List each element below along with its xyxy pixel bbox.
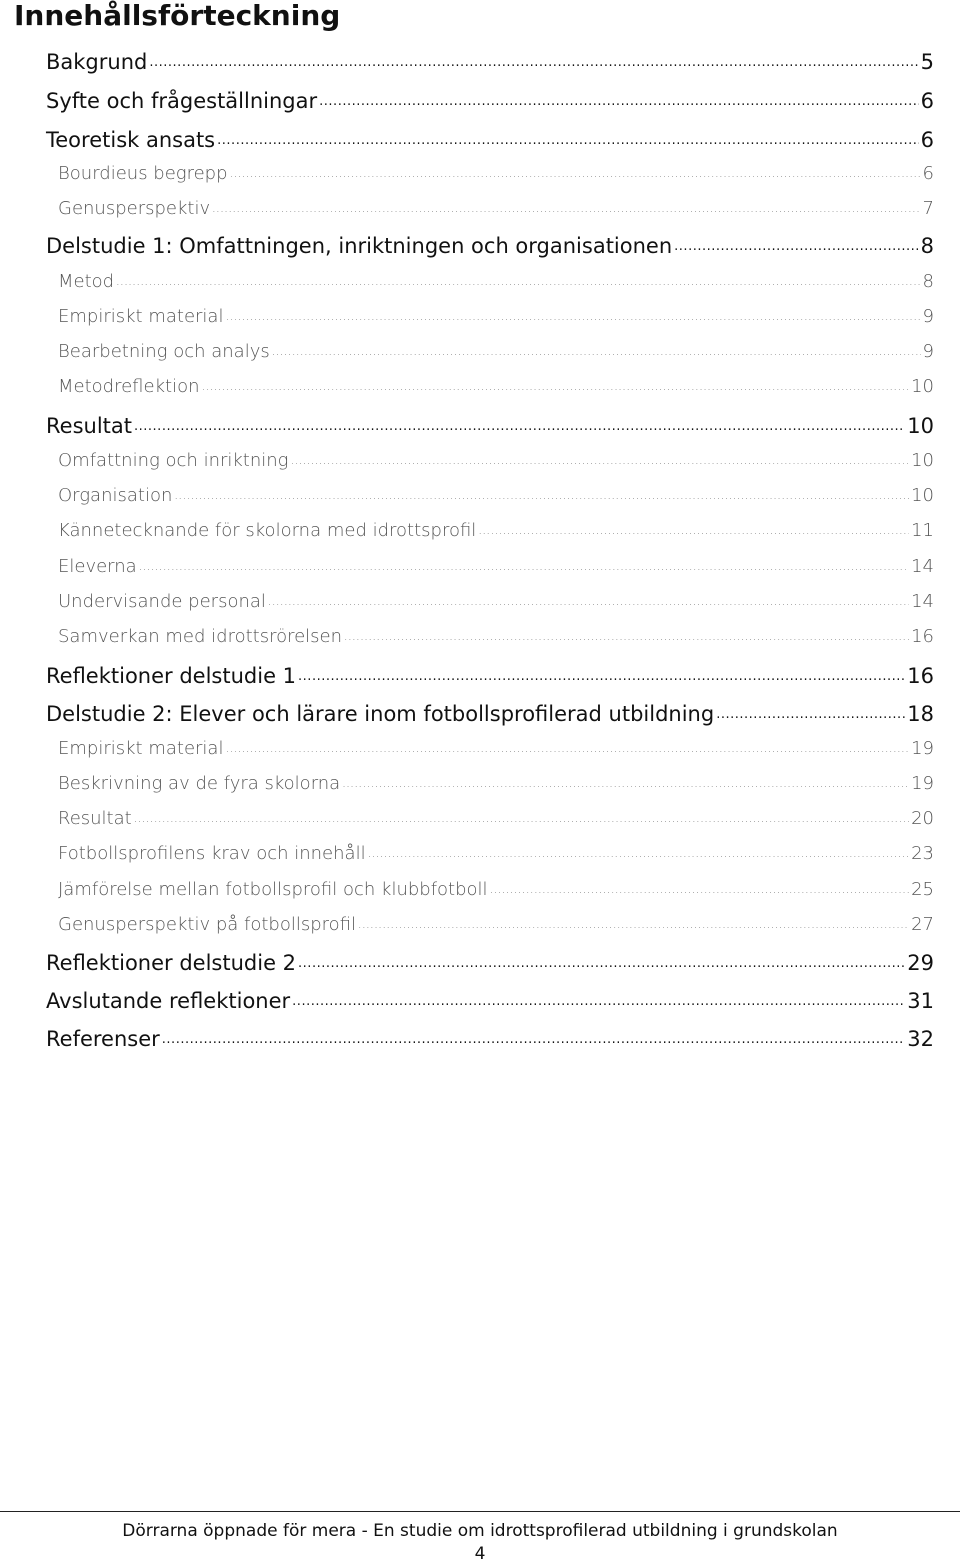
- toc-entry-page: 19: [911, 773, 934, 794]
- toc-entry-page: 10: [911, 376, 934, 397]
- toc-entry-title: Avslutande reflektioner: [46, 989, 291, 1013]
- toc-entry-title: Samverkan med idrottsrörelsen: [58, 626, 343, 647]
- toc-entry-page: 8: [920, 234, 934, 258]
- toc-entry-page: 29: [907, 951, 934, 975]
- toc-dot-leader: [212, 196, 920, 214]
- page-number: 4: [474, 1544, 486, 1564]
- toc-entry[interactable]: [46, 987, 934, 1014]
- page-title: Innehållsförteckning: [14, 0, 341, 32]
- toc-entry-title: Genusperspektiv: [58, 198, 211, 219]
- toc-dot-leader: [174, 483, 909, 501]
- toc-entry[interactable]: [58, 806, 934, 832]
- toc-entry-title: Teoretisk ansats: [46, 128, 216, 152]
- toc-dot-leader: [225, 304, 920, 322]
- toc-entry[interactable]: [58, 448, 934, 474]
- toc-entry[interactable]: [58, 624, 934, 650]
- toc-entry-page: 6: [922, 163, 934, 184]
- toc-entry[interactable]: [58, 196, 934, 222]
- toc-entry[interactable]: [58, 269, 934, 295]
- toc-entry[interactable]: [46, 126, 934, 153]
- toc-entry-title: Empiriskt material: [58, 738, 224, 759]
- toc-dot-leader: [230, 161, 921, 179]
- toc-entry[interactable]: [58, 771, 934, 797]
- toc-entry-title: Beskrivning av de fyra skolorna: [58, 773, 341, 794]
- toc-dot-leader: [478, 518, 909, 536]
- toc-entry-title: Empiriskt material: [58, 306, 224, 327]
- toc-entry-page: 25: [911, 879, 934, 900]
- toc-entry-page: 9: [922, 341, 934, 362]
- toc-dot-leader: [134, 806, 909, 824]
- toc-entry-page: 9: [922, 306, 934, 327]
- toc-entry-page: 19: [911, 738, 934, 759]
- toc-entry-page: 32: [907, 1027, 934, 1051]
- toc-entry-page: 14: [911, 591, 934, 612]
- toc-dot-leader: [716, 700, 905, 721]
- toc-entry[interactable]: [46, 232, 934, 259]
- toc-entry-title: Organisation: [58, 485, 173, 506]
- toc-dot-leader: [298, 949, 905, 970]
- toc-entry[interactable]: [58, 877, 934, 903]
- toc-dot-leader: [490, 877, 910, 895]
- toc-entry-page: 27: [911, 914, 934, 935]
- toc-entry-page: 10: [907, 414, 934, 438]
- toc-dot-leader: [358, 912, 909, 930]
- toc-entry-title: Eleverna: [58, 556, 137, 577]
- footer-divider: [0, 1511, 960, 1512]
- toc-entry-title: Metod: [58, 271, 115, 292]
- toc-dot-leader: [116, 269, 920, 287]
- toc-entry-page: 10: [911, 450, 934, 471]
- toc-entry[interactable]: [58, 304, 934, 330]
- toc-entry[interactable]: [46, 412, 934, 439]
- toc-entry-page: 16: [911, 626, 934, 647]
- toc-entry-title: Bakgrund: [46, 50, 148, 74]
- toc-entry-page: 20: [911, 808, 934, 829]
- toc-dot-leader: [268, 589, 909, 607]
- toc-entry-page: 6: [920, 89, 934, 113]
- toc-entry-title: Reflektioner delstudie 1: [46, 664, 297, 688]
- toc-entry-title: Omfattning och inriktning: [58, 450, 289, 471]
- toc-entry[interactable]: [58, 374, 934, 400]
- toc-entry[interactable]: [58, 554, 934, 580]
- toc-entry-title: Resultat: [46, 414, 132, 438]
- toc-entry-title: Jämförelse mellan fotbollsprofil och klubbfotboll: [58, 879, 488, 900]
- toc-dot-leader: [342, 771, 909, 789]
- toc-entry-page: 31: [907, 989, 934, 1013]
- toc-dot-leader: [217, 126, 918, 147]
- toc-entry[interactable]: [58, 339, 934, 365]
- toc-dot-leader: [225, 736, 909, 754]
- toc-dot-leader: [319, 87, 918, 108]
- toc-dot-leader: [162, 1025, 905, 1046]
- toc-entry-title: Reflektioner delstudie 2: [46, 951, 297, 975]
- toc-entry-title: Metodreflektion: [58, 376, 200, 397]
- toc-entry-title: Resultat: [58, 808, 132, 829]
- toc-entry-page: 18: [907, 702, 934, 726]
- toc-dot-leader: [344, 624, 909, 642]
- toc-dot-leader: [368, 841, 910, 859]
- toc-entry[interactable]: [46, 662, 934, 689]
- toc-dot-leader: [139, 554, 909, 572]
- toc-entry[interactable]: [58, 161, 934, 187]
- toc-entry[interactable]: [58, 736, 934, 762]
- toc-dot-leader: [134, 412, 905, 433]
- toc-entry[interactable]: [58, 912, 934, 938]
- toc-entry-page: 6: [920, 128, 934, 152]
- toc-entry-page: 23: [911, 843, 934, 864]
- toc-dot-leader: [149, 48, 918, 69]
- toc-entry-title: Kännetecknande för skolorna med idrottsprofil: [58, 520, 477, 541]
- toc-dot-leader: [674, 232, 918, 253]
- toc-entry-title: Bourdieus begrepp: [58, 163, 228, 184]
- toc-entry-title: Bearbetning och analys: [58, 341, 270, 362]
- toc-entry[interactable]: [58, 841, 934, 867]
- toc-entry-page: 16: [907, 664, 934, 688]
- toc-dot-leader: [202, 374, 910, 392]
- toc-entry[interactable]: [58, 589, 934, 615]
- toc-entry[interactable]: [46, 87, 934, 114]
- toc-entry-title: Syfte och frågeställningar: [46, 89, 318, 113]
- toc-entry-title: Genusperspektiv på fotbollsprofil: [58, 914, 357, 935]
- toc-entry[interactable]: [46, 48, 934, 75]
- toc-dot-leader: [272, 339, 921, 357]
- toc-entry-title: Delstudie 2: Elever och lärare inom fotbollsprofilerad utbildning: [46, 702, 715, 726]
- toc-dot-leader: [298, 662, 905, 683]
- toc-entry-page: 14: [911, 556, 934, 577]
- running-footer: Dörrarna öppnade för mera - En studie om idrottsprofilerad utbildning i grundskolan: [122, 1521, 838, 1541]
- toc-entry-page: 8: [922, 271, 934, 292]
- toc-dot-leader: [292, 987, 905, 1008]
- toc-entry[interactable]: [58, 483, 934, 509]
- toc-entry[interactable]: [46, 1025, 934, 1052]
- toc-entry-title: Referenser: [46, 1027, 160, 1051]
- toc-entry-page: 5: [920, 50, 934, 74]
- toc-entry[interactable]: [46, 700, 934, 727]
- toc-entry-page: 11: [911, 520, 934, 541]
- toc-entry-title: Delstudie 1: Omfattningen, inriktningen och organisationen: [46, 234, 673, 258]
- toc-entry[interactable]: [58, 518, 934, 544]
- toc-dot-leader: [290, 448, 909, 466]
- toc-entry-page: 7: [922, 198, 934, 219]
- toc-entry[interactable]: [46, 949, 934, 976]
- toc-entry-title: Undervisande personal: [58, 591, 266, 612]
- toc-entry-page: 10: [911, 485, 934, 506]
- toc-entry-title: Fotbollsprofilens krav och innehåll: [58, 843, 366, 864]
